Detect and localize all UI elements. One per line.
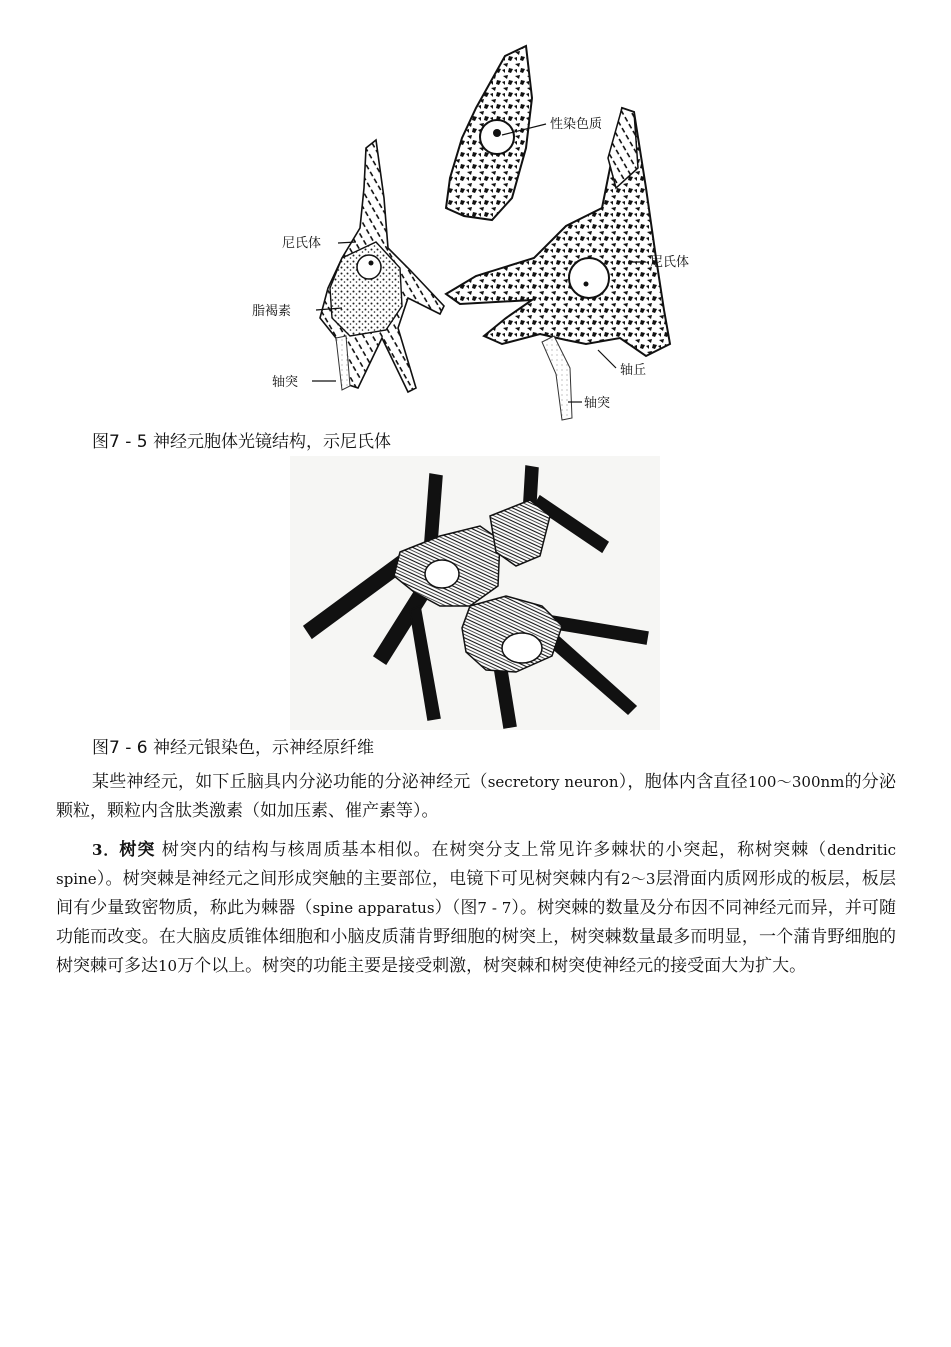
- para2-text-c: ）。树突棘是神经元之间形成突触的主要部位，电镜下可见树突棘内有: [96, 869, 621, 889]
- label-lipofuscin: 脂褐素: [252, 304, 292, 319]
- para2-text-e: 层滑面内质网形成的板层，板层间有少量致密物质，称此为棘器（: [56, 869, 896, 918]
- paragraph-dendrites: [56, 836, 896, 981]
- section-number: 3．: [92, 841, 120, 859]
- label-axon-right: 轴突: [584, 396, 611, 411]
- figure-7-6-caption: 图7 - 6 神经元银染色，示神经原纤维: [92, 738, 374, 758]
- para1-text-e: 的分泌颗粒，颗粒内含肽类激素（如加压素、催产素等）。: [56, 772, 897, 821]
- para2-text-g: ）（图: [434, 898, 478, 918]
- label-nissl-right: 尼氏体: [650, 255, 690, 270]
- neurofibril-cells: [304, 466, 648, 728]
- label-chromatin: 性染色质: [550, 117, 603, 132]
- figure-7-6-illustration: [290, 456, 660, 730]
- para2-text-k: 万个以上。树突的功能主要是接受刺激，树突棘和树突使神经元的接受面大为扩大。: [177, 956, 807, 976]
- section-heading-dendrite: 树突: [119, 840, 156, 860]
- top-neuron-drawing: [446, 46, 532, 220]
- para2-term-dendritic-spine: dendritic spine: [56, 841, 897, 888]
- label-nissl-left: 尼氏体: [282, 236, 322, 251]
- label-axon-left: 轴突: [272, 375, 299, 390]
- figure-7-5-caption: 图7 - 5 神经元胞体光镜结构，示尼氏体: [92, 432, 391, 452]
- figure-7-5-illustration: [250, 38, 700, 424]
- label-axon-hillock: 轴丘: [620, 363, 647, 378]
- para1-text-a: 某些神经元，如下丘脑具内分泌功能的分泌神经元（: [92, 772, 488, 792]
- para1-term-secretory-neuron: secretory neuron: [487, 773, 619, 791]
- para2-term-spine-apparatus: spine apparatus: [312, 899, 435, 917]
- para2-figure-ref: 7 - 7: [477, 899, 512, 917]
- para1-text-c: ），胞体内含直径: [618, 772, 748, 792]
- para1-size-range: 100～300nm: [747, 773, 845, 791]
- para2-text-i: ）。树突棘的数量及分布因不同神经元而异，并可随功能而改变。在大脑皮质锥体细胞和小脑皮质蒲肯野细胞的树突上，树突棘数量最多而明显，一个蒲肯野细胞的树突棘可多达: [56, 898, 897, 976]
- para2-count: 10: [158, 957, 178, 975]
- para2-text-a: 树突内的结构与核周质基本相似。在树突分支上常见许多棘状的小突起，称树突棘（: [155, 840, 828, 860]
- paragraph-secretory-neurons: [56, 768, 896, 826]
- left-neuron-drawing: [320, 140, 444, 392]
- para2-layer-count: 2～3: [620, 870, 656, 888]
